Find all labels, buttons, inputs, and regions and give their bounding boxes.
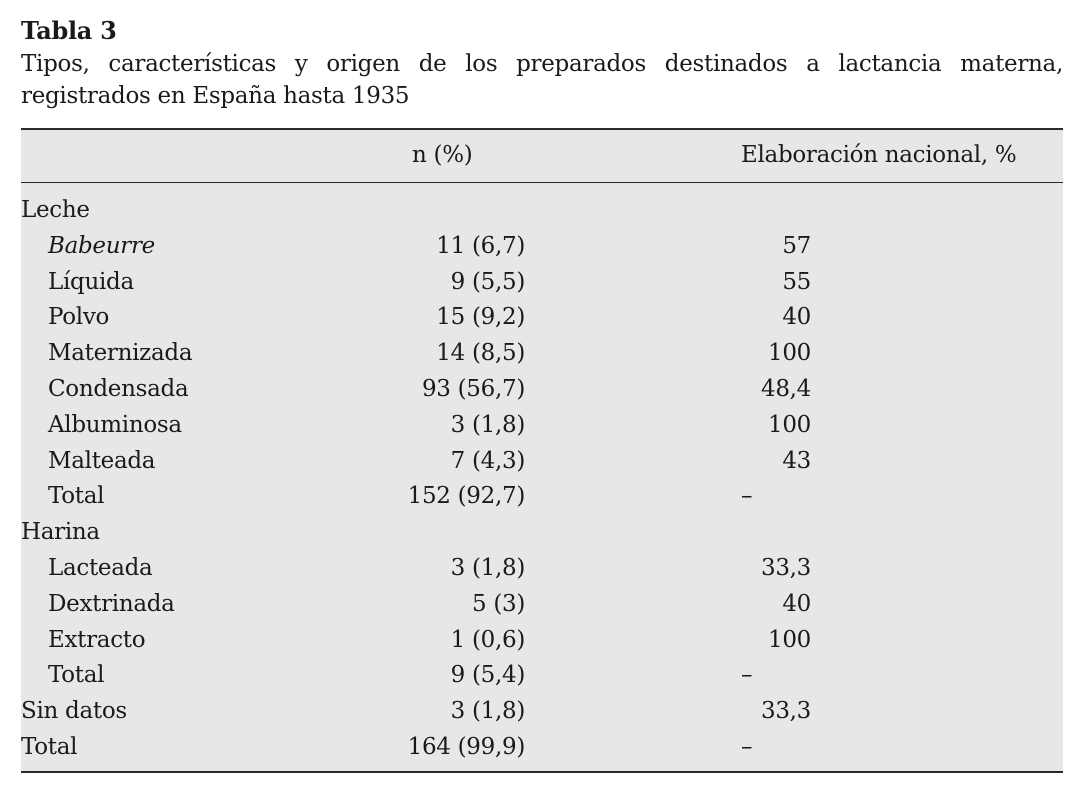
table-header: [21, 130, 1063, 183]
row-label: Extracto: [48, 626, 146, 653]
row-label: Malteada: [48, 447, 156, 474]
row-n-percent: 1 (0,6): [450, 626, 525, 653]
table-row: [21, 694, 1063, 730]
row-elaboracion-nacional: 55: [782, 268, 811, 295]
row-n-percent: 11 (6,7): [436, 232, 525, 259]
row-label: Dextrinada: [48, 590, 175, 617]
table-row: [21, 587, 1063, 623]
row-n-percent: 15 (9,2): [436, 304, 525, 331]
row-label: Total: [48, 662, 105, 689]
row-elaboracion-nacional: 43: [782, 447, 811, 474]
row-elaboracion-nacional: 100: [768, 411, 811, 438]
row-label: Sin datos: [21, 698, 127, 725]
row-n-percent: 5 (3): [471, 590, 525, 617]
row-n-percent: 7 (4,3): [450, 447, 525, 474]
row-n-percent: 9 (5,4): [450, 662, 525, 689]
table-caption: [21, 14, 1063, 112]
row-elaboracion-nacional: –: [741, 733, 753, 760]
table-body: [21, 193, 1063, 766]
row-elaboracion-nacional: 57: [782, 232, 811, 259]
row-label: Babeurre: [48, 232, 155, 259]
row-elaboracion-nacional: 33,3: [760, 698, 811, 725]
row-label: Leche: [21, 197, 90, 223]
row-n-percent: 93 (56,7): [421, 375, 525, 402]
table-row: [21, 658, 1063, 694]
row-elaboracion-nacional: 100: [768, 340, 811, 367]
table-row: [21, 265, 1063, 301]
row-n-percent: 164 (99,9): [407, 733, 525, 760]
header-n-percent: n (%): [412, 142, 473, 168]
row-elaboracion-nacional: 100: [768, 626, 811, 653]
table-row: [21, 372, 1063, 408]
table-row: [21, 408, 1063, 444]
row-n-percent: 9 (5,5): [450, 268, 525, 295]
table-row: [21, 193, 1063, 229]
row-elaboracion-nacional: 40: [782, 304, 811, 331]
table-row: [21, 479, 1063, 515]
table-row: [21, 551, 1063, 587]
header-elaboracion-nacional: Elaboración nacional, %: [741, 142, 1017, 168]
data-table: [21, 128, 1063, 773]
row-elaboracion-nacional: –: [741, 483, 753, 510]
row-elaboracion-nacional: –: [741, 662, 753, 689]
row-label: Líquida: [48, 268, 134, 295]
row-n-percent: 3 (1,8): [450, 411, 525, 438]
row-n-percent: 152 (92,7): [407, 483, 525, 510]
row-label: Condensada: [48, 375, 189, 402]
table-row: [21, 336, 1063, 372]
table-row: [21, 300, 1063, 336]
row-n-percent: 14 (8,5): [436, 340, 525, 367]
table-row: [21, 444, 1063, 480]
row-label: Polvo: [48, 304, 110, 331]
table-caption-text: Tipos, características y origen de los preparados destinados a lactancia materna, registrados en España hasta 1935: [21, 51, 1063, 109]
table-row: [21, 623, 1063, 659]
table-row: [21, 229, 1063, 265]
row-label: Maternizada: [48, 340, 193, 367]
table-caption-label: Tabla 3: [21, 16, 117, 45]
table-row: [21, 515, 1063, 551]
row-elaboracion-nacional: 33,3: [760, 554, 811, 581]
table-row: [21, 730, 1063, 766]
row-n-percent: 3 (1,8): [450, 554, 525, 581]
row-label: Albuminosa: [48, 411, 182, 438]
row-n-percent: 3 (1,8): [450, 698, 525, 725]
row-label: Harina: [21, 519, 100, 546]
row-label: Total: [48, 483, 105, 510]
row-label: Lacteada: [48, 554, 153, 581]
row-elaboracion-nacional: 48,4: [760, 375, 811, 402]
row-elaboracion-nacional: 40: [782, 590, 811, 617]
row-label: Total: [21, 733, 78, 760]
